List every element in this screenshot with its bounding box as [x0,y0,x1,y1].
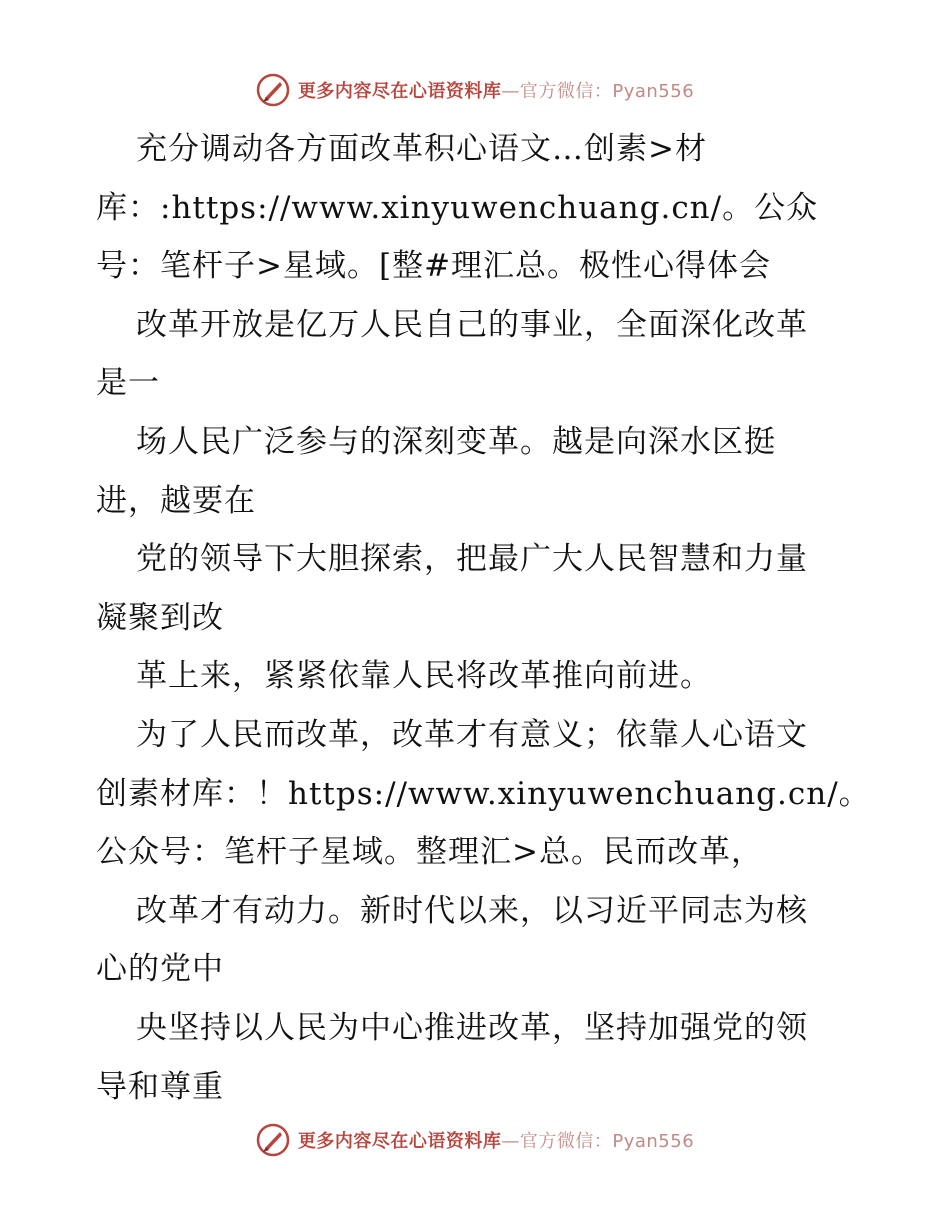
banner-separator: — [501,81,520,102]
text-line: 进，越要在 [96,482,256,519]
text-line: 场人民广泛参与的深刻变革。越是向深水区挺 [136,423,776,460]
banner-official-text: 官方微信： [519,1131,613,1152]
text-line: 凝聚到改 [96,599,224,636]
text-line: 公众号：笔杆子星域。整理汇>总。民而改革， [96,834,763,871]
banner-official-text: 官方微信： [519,81,613,102]
text-line: 央坚持以人民为中心推进改革，坚持加强党的领 [136,1009,808,1046]
text-line: 创素材库：！https://www.xinyuwenchuang.cn/。 [96,775,871,812]
document-body [96,120,896,1116]
banner-brand-text: 更多内容尽在心语资料库 [297,1131,502,1152]
header-banner [0,70,950,110]
text-line: 革上来，紧紧依靠人民将改革推向前进。 [136,658,712,695]
pen-feather-seal-icon [256,1123,290,1157]
banner-brand-text: 更多内容尽在心语资料库 [297,81,502,102]
footer-banner [0,1120,950,1160]
text-line: 心的党中 [96,951,224,988]
text-line: 党的领导下大胆探索，把最广大人民智慧和力量 [136,541,808,578]
text-line: 号：笔杆子>星域。[整#理汇总。极性心得体会 [96,248,772,285]
banner-wechat-id: Pyan556 [612,81,695,102]
banner-wechat-id: Pyan556 [612,1131,695,1152]
banner-caption [298,77,694,103]
banner-caption [298,1127,694,1153]
text-line: 是一 [96,365,160,402]
text-line: 导和尊重 [96,1068,224,1105]
text-line: 库：:https://www.xinyuwenchuang.cn/。公众 [96,189,819,226]
text-line: 改革开放是亿万人民自己的事业，全面深化改革 [136,306,808,343]
pen-feather-seal-icon [256,73,290,107]
text-line: 改革才有动力。新时代以来，以习近平同志为核 [136,892,808,929]
text-line: 充分调动各方面改革积心语文…创素>材 [136,131,707,167]
text-line: 为了人民而改革，改革才有意义；依靠人心语文 [136,716,808,753]
banner-separator: — [501,1131,520,1152]
